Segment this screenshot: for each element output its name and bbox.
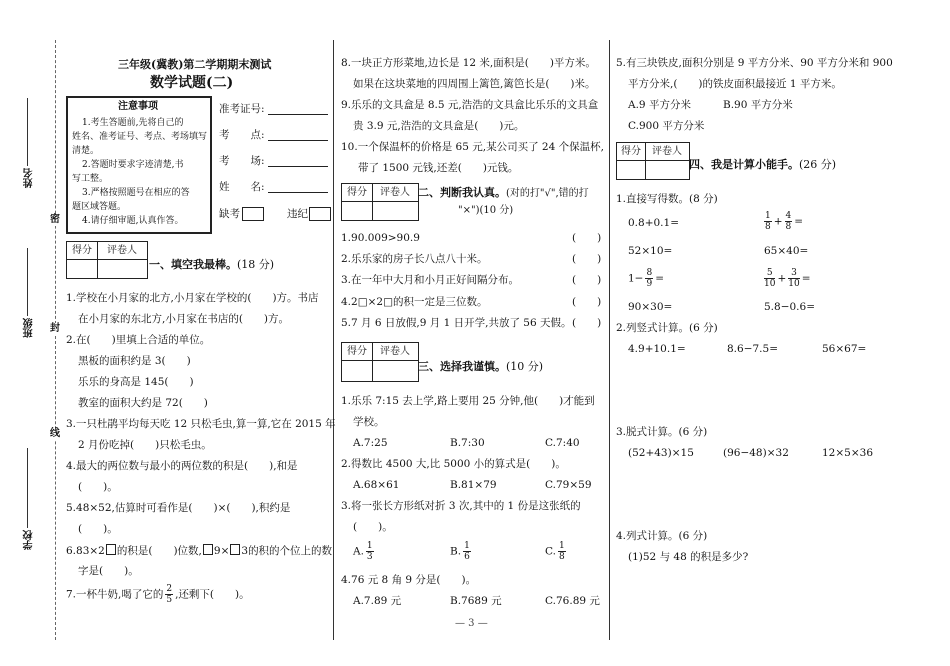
fraction	[463, 541, 471, 562]
s3-q5-line2: 平方分米,( )的铁皮面积最接近 1 平方米。	[628, 78, 842, 90]
section-3-title	[418, 360, 543, 373]
s3-q3-line2: ( )。	[353, 521, 393, 533]
section-1-points: (18 分)	[237, 258, 275, 271]
score-label: 得分	[342, 343, 372, 361]
violation-box[interactable]	[309, 207, 331, 221]
score-box-4	[616, 142, 690, 180]
class-line	[27, 248, 28, 316]
s1-q4-line1: 4.最大的两位数与最小的两位数的积是( ),和是	[66, 460, 298, 472]
s3-q2-opt-b: B.81×79	[450, 479, 497, 491]
fraction-numerator: 1	[559, 541, 565, 551]
s3-q4-opt-b: B.7689 元	[450, 595, 502, 607]
name-line	[27, 98, 28, 166]
s2-item-4: 4.2□×2□的积一定是三位数。	[341, 296, 488, 308]
calc-item: 5.8−0.6=	[764, 301, 815, 313]
s1-q6-post: 的积的个位上的数	[248, 545, 333, 557]
fraction	[165, 584, 173, 605]
s3-q1-opt-c: C.7:40	[545, 437, 580, 449]
score-label: 得分	[67, 242, 97, 260]
s2-item-5-answer[interactable]: ( )	[572, 317, 602, 329]
school-line	[27, 448, 28, 528]
s4-part-3: 3.脱式计算。(6 分)	[616, 426, 708, 438]
s3-q4-opt-c: C.76.89 元	[545, 595, 600, 607]
s1-q7-pre: 7.一杯牛奶,喝了它的	[66, 588, 164, 601]
fraction	[788, 268, 799, 289]
seal-char-mi: 密	[50, 214, 60, 225]
equals-sign: =	[801, 272, 811, 285]
s1-q7-post: ,还剩下( )。	[175, 588, 250, 601]
name-label: 姓名	[24, 168, 35, 188]
s4-part-4-q1: (1)52 与 48 的积是多少?	[628, 551, 749, 563]
blank-square-icon	[230, 544, 240, 555]
notes-line: 4.请仔细审题,认真作答。	[82, 216, 184, 226]
calc-prefix: 1−	[628, 272, 644, 285]
s1-q3-line2: 2 月份吃掉( )只松毛虫。	[78, 439, 212, 451]
section-4-points: (26 分)	[799, 158, 837, 171]
calc-item: 8.6−7.5=	[727, 343, 778, 355]
s2-item-1: 1.90.009>90.9	[341, 232, 420, 244]
fraction-numerator: 8	[646, 268, 653, 278]
fraction	[764, 211, 772, 232]
s4-part-4: 4.列式计算。(6 分)	[616, 530, 708, 542]
s3-q5-opt-a: A.9 平方分米	[628, 99, 691, 111]
grader-label: 评卷人	[645, 143, 689, 161]
s1-q5-line1: 5.48×52,估算时可看作是( )×( ),积约是	[66, 502, 291, 514]
fraction-denominator: 8	[559, 552, 565, 562]
fraction-denominator: 8	[785, 222, 792, 232]
calc-item: 65×40=	[764, 245, 809, 257]
s1-q10-line2: 带了 1500 元钱,还差( )元钱。	[358, 162, 519, 174]
s3-q1-line1: 1.乐乐 7:15 去上学,路上要用 25 分钟,他( )才能到	[341, 395, 595, 407]
equals-sign: =	[794, 215, 804, 228]
calc-item	[762, 211, 803, 232]
blank-square-icon	[106, 544, 116, 555]
exam-subtitle: 三年级(冀教)第二学期期末测试	[118, 58, 272, 71]
s2-item-5: 5.7 月 6 日放假,9 月 1 日开学,共放了 56 天假。	[341, 317, 572, 329]
exam-no-label: 准考证号:	[219, 103, 265, 115]
notes-line: 姓名、准考证号、考点、考场填写	[72, 132, 208, 142]
seal-char-feng: 封	[50, 323, 60, 334]
s3-q4-opt-a: A.7.89 元	[353, 595, 402, 607]
s3-q4: 4.76 元 8 角 9 分是( )。	[341, 574, 477, 586]
section-4-title	[689, 158, 836, 171]
calc-item	[762, 268, 811, 289]
s1-q6-pre: 6.83×2	[66, 545, 105, 557]
calc-item: (96−48)×32	[723, 447, 789, 459]
s2-item-3-answer[interactable]: ( )	[572, 274, 602, 286]
notes-line: 2.答题时要求字迹清楚,书	[82, 160, 184, 170]
s1-q2-b: 乐乐的身高是 145( )	[78, 376, 194, 388]
fraction-denominator: 10	[788, 279, 800, 289]
fraction	[764, 268, 775, 289]
absent-box[interactable]	[242, 207, 264, 221]
s1-q8-line1: 8.一块正方形菜地,边长是 12 米,面积是( )平方米。	[341, 57, 596, 69]
s1-q6-9x: 9×	[213, 545, 230, 557]
site-label: 考 点:	[219, 129, 265, 141]
exam-no-field[interactable]	[268, 114, 328, 115]
fraction-numerator: 1	[464, 541, 470, 551]
school-label: 学校	[24, 530, 35, 550]
score-box-divider	[645, 143, 646, 179]
s1-q10-line1: 10.一个保温杯的价格是 65 元,某公司买了 24 个保温杯,	[341, 141, 604, 153]
s3-q5-line1: 5.有三块铁皮,面积分别是 9 平方分米、90 平方分米和 900	[616, 57, 893, 69]
calc-item: 12×5×36	[822, 447, 873, 459]
s3-q2-opt-a: A.68×61	[353, 479, 400, 491]
s1-q6-line2: 字是( )。	[78, 565, 139, 577]
section-1-title	[149, 258, 274, 271]
exam-title: 数学试题(二)	[150, 75, 234, 91]
notes-line: 写工整。	[72, 174, 109, 184]
s3-q3-opt-a-letter: A.	[353, 545, 364, 558]
s4-part-2: 2.列竖式计算。(6 分)	[616, 322, 718, 334]
score-box-1	[66, 241, 148, 279]
score-box-divider	[372, 184, 373, 220]
s3-q1-opt-b: B.7:30	[450, 437, 485, 449]
s3-q3-opt-b	[450, 541, 473, 562]
s3-q3-opt-b-letter: B.	[450, 545, 462, 558]
site-field[interactable]	[268, 140, 328, 141]
notes-line: 清楚。	[72, 146, 100, 156]
section-2-title-text: 二、判断我认真。	[418, 186, 506, 199]
s1-q1-line1: 1.学校在小月家的北方,小月家在学校的( )方。书店	[66, 292, 319, 304]
grader-label: 评卷人	[372, 184, 418, 202]
fraction-numerator: 2	[166, 584, 173, 594]
plus-sign: +	[773, 215, 783, 228]
section-3-title-text: 三、选择我谨慎。	[418, 360, 506, 373]
seal-char-xian: 线	[50, 428, 60, 439]
fraction-denominator: 3	[366, 552, 373, 562]
grader-label: 评卷人	[372, 343, 418, 361]
s1-q6-mid: 的积是( )位数,	[116, 545, 202, 557]
section-3-points: (10 分)	[506, 360, 544, 373]
s1-q2-c: 教室的面积大约是 72( )	[78, 397, 208, 409]
s3-q5-opt-b: B.90 平方分米	[723, 99, 793, 111]
notes-line: 题区域答题。	[72, 202, 127, 212]
s1-q3-line1: 3.一只杜鹃平均每天吃 12 只松毛虫,算一算,它在 2015 年	[66, 418, 336, 430]
section-4-title-text: 四、我是计算小能手。	[689, 158, 799, 171]
section-2-title	[418, 186, 589, 200]
score-box-divider	[372, 343, 373, 381]
s1-q9-line2: 贵 3.9 元,浩浩的文具盒是( )元。	[353, 120, 525, 132]
calc-item: 0.8+0.1=	[628, 217, 679, 229]
fraction-numerator: 3	[788, 268, 799, 279]
fraction	[366, 541, 374, 562]
s1-q4-line2: ( )。	[78, 481, 118, 493]
fraction-denominator: 8	[765, 222, 771, 232]
s1-q2: 2.在( )里填上合适的单位。	[66, 334, 211, 346]
s1-q6-3: 3	[241, 545, 249, 557]
section-1-title-text: 一、填空我最棒。	[149, 258, 237, 271]
class-label: 班级	[24, 318, 35, 338]
score-box-divider	[97, 242, 98, 278]
calc-item	[628, 268, 664, 289]
s1-q5-line2: ( )。	[78, 523, 118, 535]
s3-q2-opt-c: C.79×59	[545, 479, 592, 491]
s1-q9-line1: 9.乐乐的文具盒是 8.5 元,浩浩的文具盒比乐乐的文具盒	[341, 99, 599, 111]
s3-q3-line1: 3.将一张长方形纸对折 3 次,其中的 1 份是这张纸的	[341, 500, 581, 512]
section-2-inst: (对的打"√",错的打	[506, 188, 589, 199]
violation-label: 违纪	[287, 208, 308, 220]
grader-label: 评卷人	[97, 242, 147, 260]
blank-square-icon	[203, 544, 213, 555]
score-label: 得分	[342, 184, 372, 202]
s3-q2: 2.得数比 4500 大,比 5000 小的算式是( )。	[341, 458, 566, 470]
s2-item-2-answer[interactable]: ( )	[572, 253, 602, 265]
calc-item: 90×30=	[628, 301, 673, 313]
s1-q7	[66, 584, 250, 605]
s2-item-3: 3.在一年中大月和小月正好间隔分布。	[341, 274, 520, 286]
absent-label: 缺考	[219, 208, 240, 220]
s1-q2-a: 黑板的面积约是 3( )	[78, 355, 191, 367]
room-label: 考 场:	[219, 155, 265, 167]
fraction-denominator: 5	[166, 595, 173, 605]
s4-part-1: 1.直接写得数。(8 分)	[616, 193, 718, 205]
s1-q6-line1	[66, 544, 332, 558]
room-field[interactable]	[268, 166, 328, 167]
fraction-numerator: 4	[785, 211, 792, 221]
calc-item: (52+43)×15	[628, 447, 694, 459]
s3-q5-opt-c: C.900 平方分米	[628, 120, 705, 132]
fraction	[645, 268, 653, 289]
notes-title: 注意事项	[118, 101, 158, 112]
fraction-denominator: 9	[646, 279, 653, 289]
notes-line: 3.严格按照题号在相应的答	[82, 188, 190, 198]
s3-q3-opt-c-letter: C.	[545, 545, 556, 558]
fraction-numerator: 5	[764, 268, 775, 279]
score-box-2	[341, 183, 419, 221]
name-field[interactable]	[268, 192, 328, 193]
s3-q1-line2: 学校。	[353, 416, 385, 428]
fraction-numerator: 1	[366, 541, 373, 551]
fraction-denominator: 10	[764, 279, 776, 289]
name-info-label: 姓 名:	[219, 181, 265, 193]
notes-box	[66, 96, 212, 234]
s2-item-1-answer[interactable]: ( )	[572, 232, 602, 244]
column-divider-2	[609, 40, 610, 640]
s3-q1-opt-a: A.7:25	[353, 437, 388, 449]
score-box-3	[341, 342, 419, 382]
s1-q1-line2: 在小月家的东北方,小月家在书店的( )方。	[78, 313, 290, 325]
plus-sign: +	[777, 272, 787, 285]
notes-line: 1.考生答题前,先将自己的	[82, 118, 184, 128]
calc-item: 52×10=	[628, 245, 673, 257]
s1-q8-line2: 如果在这块菜地的四周围上篱笆,篱笆长是( )米。	[353, 78, 596, 90]
s3-q3-opt-c	[545, 541, 568, 562]
page-number: — 3 —	[455, 618, 488, 629]
fraction	[558, 541, 566, 562]
s3-q3-opt-a	[353, 541, 376, 562]
calc-item: 56×67=	[822, 343, 867, 355]
equals-sign: =	[655, 272, 665, 285]
score-label: 得分	[617, 143, 645, 161]
fraction-denominator: 6	[464, 552, 470, 562]
column-divider-1	[333, 40, 334, 640]
calc-item: 4.9+10.1=	[628, 343, 686, 355]
s2-item-2: 2.乐乐家的房子长八点八十米。	[341, 253, 488, 265]
seal-dashed-line	[55, 40, 56, 640]
fraction	[785, 211, 793, 232]
s2-item-4-answer[interactable]: ( )	[572, 296, 602, 308]
fraction-numerator: 1	[765, 211, 771, 221]
section-2-inst-2: "×")(10 分)	[458, 205, 514, 216]
